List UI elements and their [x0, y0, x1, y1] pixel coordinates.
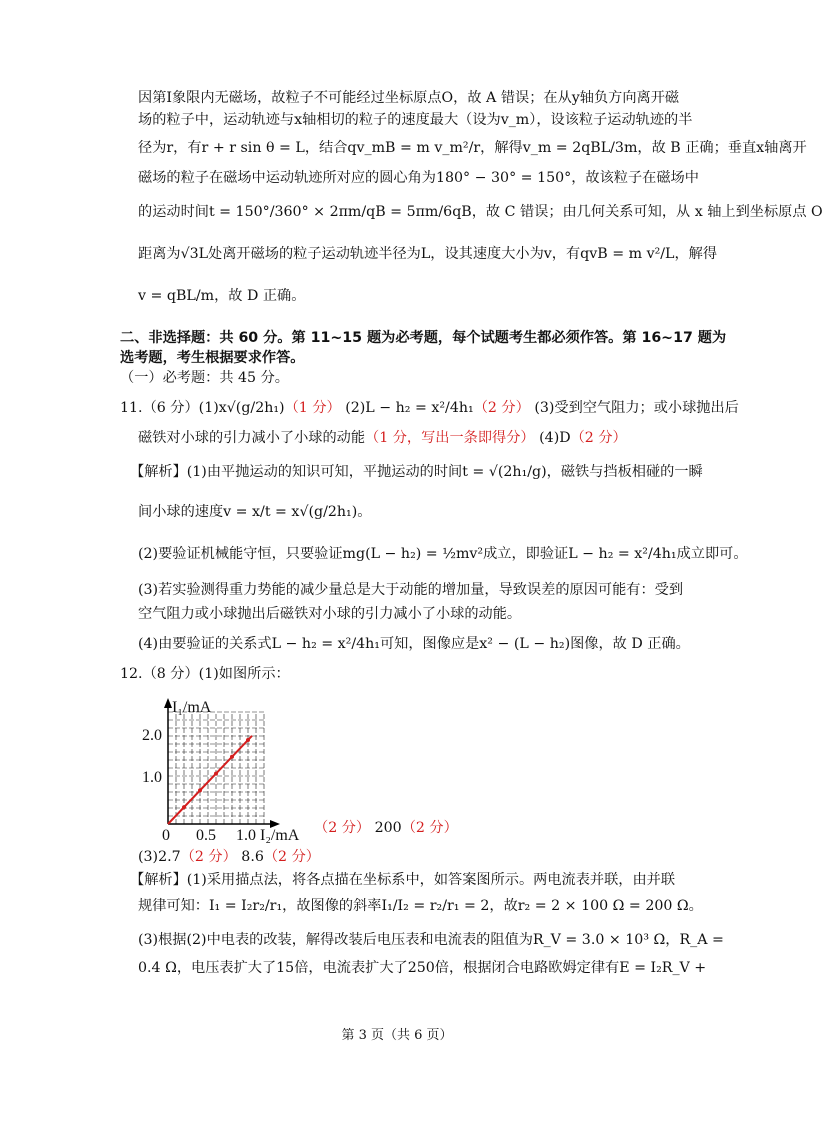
text-line	[138, 502, 371, 522]
text-line	[130, 462, 703, 482]
text-line	[120, 328, 726, 348]
text-segment: 8.6	[236, 849, 264, 865]
text-segment: 200	[370, 820, 402, 836]
text-segment: 磁场的粒子在磁场中运动轨迹所对应的圆心角为180° − 30° = 150°，故该粒子在磁场中	[138, 170, 699, 186]
text-line	[138, 202, 823, 222]
text-segment: 的运动时间t = 150°/360° × 2πm/qB = 5πm/6qB，故 C 错误；由几何关系可知，从 x 轴上到坐标原点 O	[138, 204, 823, 220]
text-line	[138, 634, 690, 654]
text-line	[120, 368, 289, 388]
text-line	[138, 110, 692, 130]
text-line	[138, 244, 717, 264]
text-segment: 11.（6 分）(1)x√(g/2h₁)	[120, 400, 285, 416]
text-line	[120, 398, 739, 418]
score-annotation: （2 分）	[314, 820, 371, 836]
text-line	[138, 580, 683, 600]
text-segment: 间小球的速度v = x/t = x√(g/2h₁)。	[138, 504, 372, 520]
x-tick-0-5: 0.5	[196, 827, 216, 844]
i1-i2-graph	[142, 696, 318, 846]
text-segment: 距离为√3L处离开磁场的粒子运动轨迹半径为L，设其速度大小为v，有qvB = m v²/L，解得	[138, 246, 718, 262]
score-annotation: （1 分）	[284, 400, 341, 416]
y-tick-2: 2.0	[142, 727, 162, 744]
text-segment: 【解析】(1)采用描点法，将各点描在坐标系中，如答案图所示。两电流表并联，由并联	[130, 872, 676, 888]
text-line	[138, 138, 807, 158]
text-segment: v = qBL/m，故 D 正确。	[138, 288, 306, 304]
page-footer: 第 3 页（共 6 页）	[341, 1028, 453, 1043]
score-annotation: （2 分）	[401, 820, 458, 836]
score-annotation: （2 分）	[570, 430, 627, 446]
fit-line	[168, 736, 252, 824]
score-annotation: （2 分）	[473, 400, 530, 416]
data-point	[230, 755, 234, 759]
y-axis-label: I₁/mA	[172, 699, 212, 716]
text-segment: (3)若实验测得重力势能的减少量总是大于动能的增加量，导致误差的原因可能有：受到	[138, 582, 684, 598]
text-segment: （一）必考题：共 45 分。	[120, 370, 289, 386]
text-segment: 0.4 Ω，电压表扩大了15倍，电流表扩大了250倍，根据闭合电路欧姆定律有E = I₂R_V +	[138, 960, 707, 976]
x-axis-label: I₂/mA	[260, 827, 300, 844]
text-segment: (3)受到空气阻力；或小球抛出后	[529, 400, 739, 416]
text-line	[138, 604, 521, 624]
text-line	[138, 958, 706, 978]
text-line	[138, 544, 748, 564]
text-segment: 12.（8 分）(1)如图所示：	[120, 666, 290, 682]
data-point	[182, 805, 186, 809]
text-segment: (4)由要验证的关系式L − h₂ = x²/4h₁可知，图像应是x² − (L − h₂)图像，故 D 正确。	[138, 636, 690, 652]
x-tick-1-0: 1.0	[236, 827, 256, 844]
text-segment: (3)2.7	[138, 849, 181, 865]
data-point	[246, 738, 250, 742]
text-line	[138, 930, 724, 950]
data-point	[198, 788, 202, 792]
text-segment: 规律可知：I₁ = I₂r₂/r₁，故图像的斜率I₁/I₂ = r₂/r₁ = 2，故r₂ = 2 × 100 Ω = 200 Ω。	[138, 898, 703, 914]
text-line	[138, 896, 703, 916]
text-segment: (2)L − h₂ = x²/4h₁	[340, 400, 474, 416]
score-annotation: （2 分）	[180, 849, 237, 865]
text-segment: 径为r，有r + r sin θ = L，结合qv_mB = m v_m²/r，解得v_m = 2qBL/3m，故 B 正确；垂直x轴离开	[138, 140, 807, 156]
x-tick-0: 0	[162, 827, 170, 844]
text-line	[120, 348, 304, 368]
score-annotation: （1 分，写出一条即得分）	[365, 430, 535, 446]
text-segment: 二、非选择题：共 60 分。第 11~15 题为必考题，每个试题考生都必须作答。第 16~17 题为	[120, 330, 727, 346]
text-line	[138, 168, 699, 188]
text-segment: 因第Ⅰ象限内无磁场，故粒子不可能经过坐标原点O，故 A 错误；在从y轴负方向离开磁	[138, 90, 680, 106]
graph-plot	[168, 736, 252, 824]
text-segment: 场的粒子中，运动轨迹与x轴相切的粒子的速度最大（设为v_m），设该粒子运动轨迹的半	[138, 112, 693, 128]
y-tick-1: 1.0	[142, 769, 162, 786]
text-line	[130, 870, 675, 890]
text-segment: (4)D	[534, 430, 571, 446]
text-segment: (2)要验证机械能守恒，只要验证mg(L − h₂) = ½mv²成立，即验证L − h₂ = x²/4h₁成立即可。	[138, 546, 748, 562]
text-line	[120, 664, 290, 684]
text-line	[138, 847, 320, 867]
text-segment: 空气阻力或小球抛出后磁铁对小球的引力减小了小球的动能。	[138, 606, 522, 622]
text-segment: 【解析】(1)由平抛运动的知识可知，平抛运动的时间t = √(2h₁/g)，磁铁与挡板相碰的一瞬	[130, 464, 703, 480]
text-line	[138, 428, 627, 448]
text-line	[314, 818, 458, 838]
text-line	[138, 88, 679, 108]
text-segment: 磁铁对小球的引力减小了小球的动能	[138, 430, 366, 446]
text-line	[138, 286, 305, 306]
text-segment: (3)根据(2)中电表的改装，解得改装后电压表和电流表的阻值为R_V = 3.0 × 10³ Ω，R_A =	[138, 932, 724, 948]
text-segment: 选考题，考生根据要求作答。	[120, 350, 305, 366]
data-point	[214, 772, 218, 776]
y-axis-arrow	[164, 698, 172, 708]
score-annotation: （2 分）	[263, 849, 320, 865]
